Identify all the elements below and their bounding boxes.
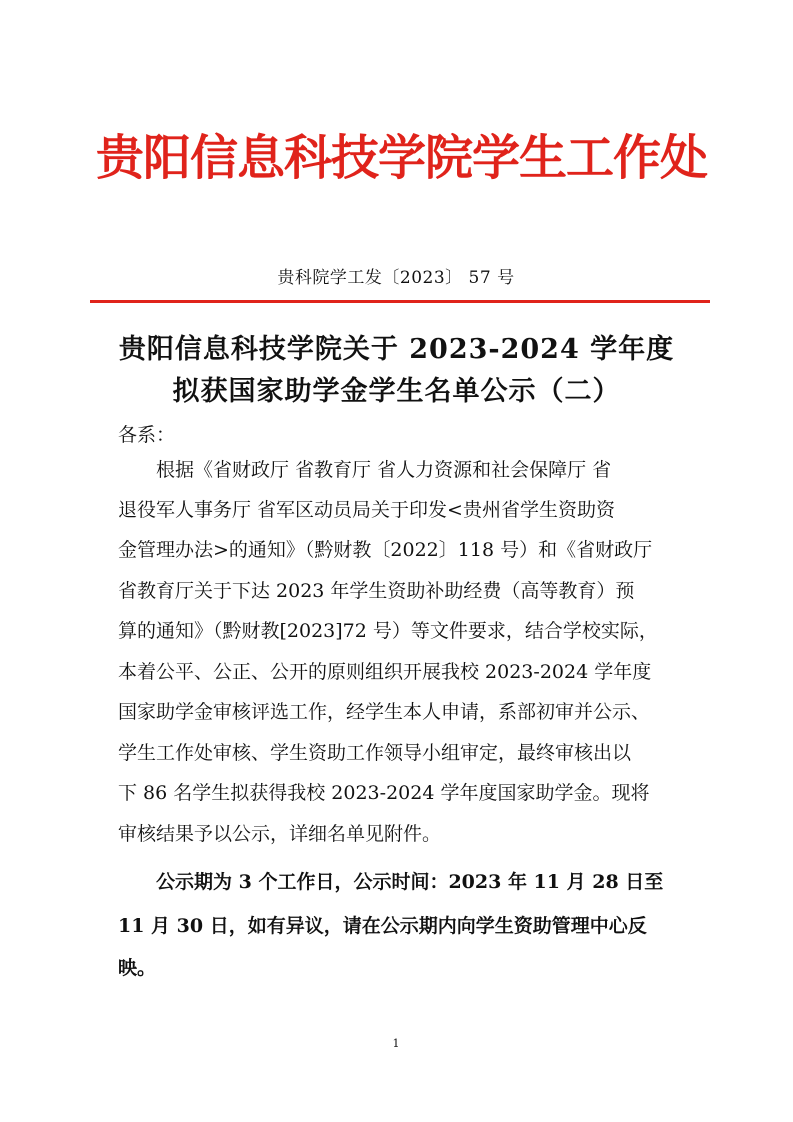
- salutation: 各系：: [118, 424, 176, 446]
- paragraph-2-line: 映。: [118, 957, 157, 979]
- paragraph-1-line: 退役军人事务厅 省军区动员局关于印发<贵州省学生资助资: [118, 499, 615, 521]
- paragraph-1-line: 下 86 名学生拟获得我校 2023-2024 学年度国家助学金。现将: [118, 782, 650, 804]
- paragraph-1-line: 国家助学金审核评选工作，经学生本人申请，系部初审并公示、: [118, 701, 651, 723]
- paragraph-1-line: 根据《省财政厅 省教育厅 省人力资源和社会保障厅 省: [156, 459, 612, 481]
- paragraph-1-line: 学生工作处审核、学生资助工作领导小组审定，最终审核出以: [118, 742, 632, 764]
- paragraph-2-line: 公示期为 3 个工作日，公示时间：2023 年 11 月 28 日至: [156, 871, 664, 893]
- paragraph-1-line: 审核结果予以公示，详细名单见附件。: [118, 823, 442, 845]
- paragraph-1-line: 算的通知》（黔财教[2023]72 号）等文件要求，结合学校实际，: [118, 620, 658, 642]
- paragraph-1-line: 本着公平、公正、公开的原则组织开展我校 2023-2024 学年度: [118, 661, 652, 683]
- notice-title-line-1: 贵阳信息科技学院关于 2023-2024 学年度: [118, 334, 675, 365]
- notice-title-line-2: 拟获国家助学金学生名单公示（二）: [172, 376, 621, 407]
- page-number: 1: [392, 1037, 400, 1050]
- paragraph-1-line: 金管理办法>的通知》（黔财教〔2022〕118 号）和《省财政厅: [118, 539, 653, 561]
- paragraph-1-line: 省教育厅关于下达 2023 年学生资助补助经费（高等教育）预: [118, 580, 635, 602]
- red-divider-line: [90, 300, 710, 303]
- document-number: 贵科院学工发〔2023〕 57 号: [277, 268, 515, 288]
- paragraph-2-line: 11 月 30 日，如有异议，请在公示期内向学生资助管理中心反: [118, 915, 647, 937]
- organization-header: 贵阳信息科技学院学生工作处: [96, 130, 708, 186]
